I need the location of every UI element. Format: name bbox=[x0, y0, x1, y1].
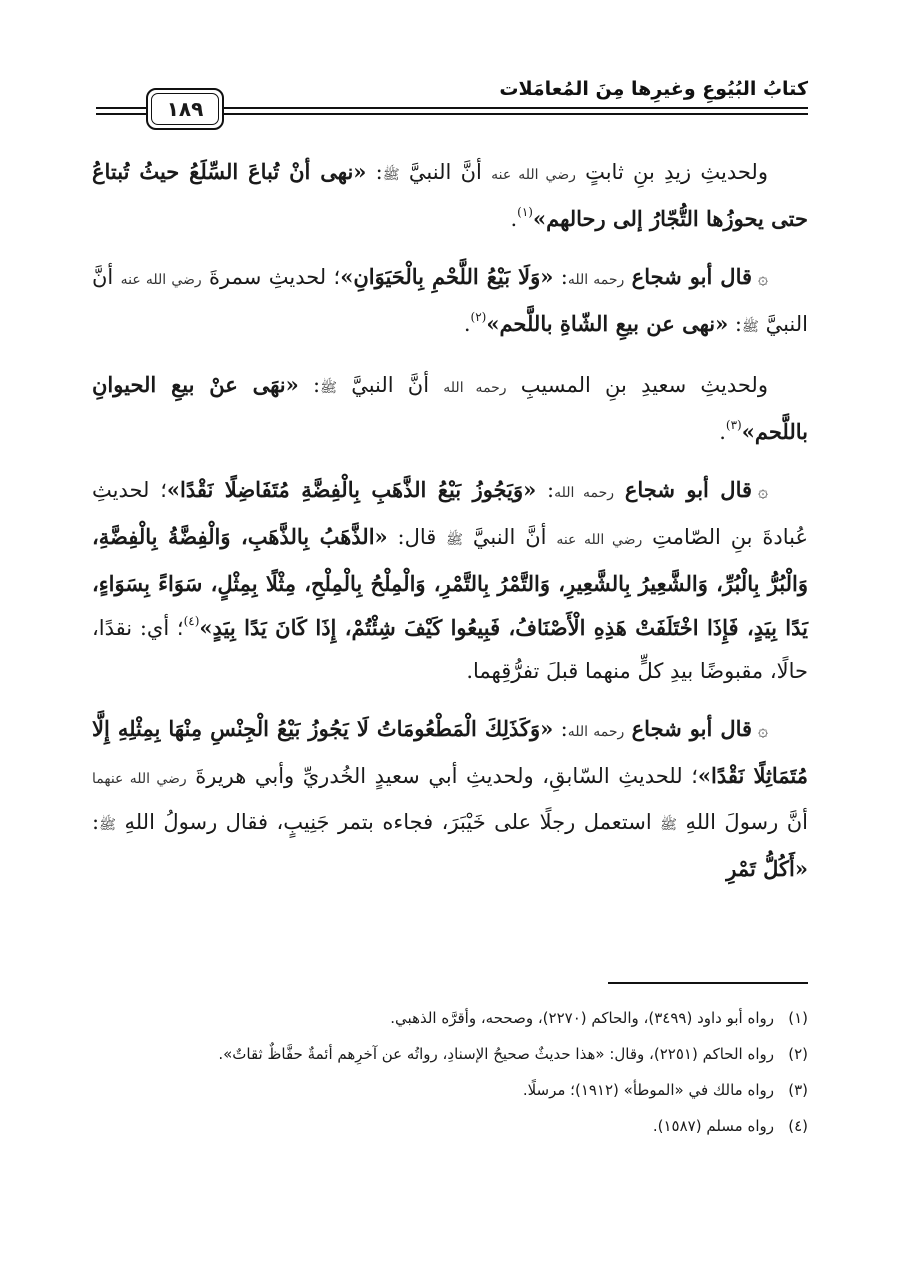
author-lead: قال أبو شجاع bbox=[631, 264, 753, 289]
text: ؛ لحديثِ عُبادةَ بنِ الصّامتِ bbox=[92, 478, 809, 549]
honorific: ﷺ bbox=[446, 532, 464, 548]
honorific: ﷺ bbox=[99, 817, 116, 833]
text: أنَّ النبيَّ bbox=[399, 160, 492, 184]
paragraph-3 bbox=[92, 363, 808, 454]
honorific: رحمه الله bbox=[567, 724, 625, 740]
hadith-quote: «نهى أنْ تُباعَ السِّلَعُ حيثُ تُبتاعُ حتى يحوزُها التُّجّارُ إلى رحالهم» bbox=[92, 159, 808, 231]
text: : bbox=[536, 478, 555, 502]
hadith-quote: «نهى عن بيعِ الشّاةِ باللَّحم» bbox=[486, 311, 729, 336]
footnote-3 bbox=[92, 1077, 808, 1103]
section-marker-icon: ۞ bbox=[758, 269, 768, 289]
text: أنَّ النبيَّ bbox=[336, 373, 444, 397]
text: . bbox=[510, 207, 518, 231]
hadith-quote: «الذَّهَبُ بِالذَّهَبِ، وَالْفِضَّةُ بِالْفِضَّةِ، وَالْبُرُّ بِالْبُرِّ، وَالشَّعِيرُ بِالشَّعِيرِ، وَالتَّمْرُ بِالتَّمْرِ، وَالْمِلْحُ بِالْمِلْحِ، مِثْلًا بِمِثْلٍ، سَوَاءً بِسَوَاءٍ، يَدًا بِيَدٍ، فَإِذَا اخْتَلَفَتْ هَذِهِ الْأَصْنَافُ، فَبِيعُوا كَيْفَ شِئْتُمْ، إِذَا كَانَ يَدًا بِيَدٍ» bbox=[92, 524, 808, 640]
matn-quote: «وَكَذَلِكَ الْمَطْعُومَاتُ لَا يَجُوزُ بَيْعُ الْجِنْسِ مِنْهَا بِمِثْلِهِ إِلَّا مُتَمَاثِلًا نَقْدًا» bbox=[92, 716, 809, 788]
text: أنَّ النبيَّ bbox=[92, 265, 808, 336]
footnotes bbox=[92, 1005, 808, 1149]
honorific: رضي الله عنه bbox=[120, 272, 202, 288]
text: ؛ أي: نقدًا، حالًا، مقبوضًا بيدِ كلٍّ منهما قبلَ تفرُّقِهما. bbox=[92, 616, 808, 683]
matn-quote: «وَلَا بَيْعُ اللَّحْمِ بِالْحَيَوَانِ» bbox=[340, 264, 554, 289]
text: ؛ للحديثِ السّابقِ، ولحديثِ أبي سعيدٍ الخُدريِّ وأبي هريرةَ bbox=[186, 764, 698, 788]
paragraph-5 bbox=[92, 707, 808, 891]
page-number: ١٨٩ bbox=[151, 93, 219, 125]
footnote-separator bbox=[608, 982, 808, 984]
footnote-text: رواه الحاكم (٢٢٥١)، وقال: «هذا حديثٌ صحيحُ الإسنادِ، رواتُه عن آخرِهم أئمةٌ حفَّاظٌ ثقاتٌ». bbox=[218, 1045, 774, 1063]
page-number-frame bbox=[146, 88, 224, 130]
footnote-ref[interactable]: (٣) bbox=[725, 418, 742, 432]
footnote-number: (٤) bbox=[788, 1117, 808, 1135]
author-lead: قال أبو شجاع bbox=[624, 477, 753, 502]
honorific: رحمه الله bbox=[554, 485, 615, 501]
honorific: رضي الله عنه bbox=[491, 167, 576, 183]
text: أنَّ النبيَّ bbox=[463, 525, 557, 549]
text: استعمل رجلًا على خَيْبَرَ، فجاءه بتمر جَنِيبٍ، فقال رسولُ اللهِ bbox=[116, 810, 661, 834]
text: : bbox=[728, 312, 742, 336]
text: قال: bbox=[387, 525, 447, 549]
footnote-number: (١) bbox=[788, 1009, 808, 1027]
text: ولحديثِ زيدِ بنِ ثابتٍ bbox=[575, 160, 768, 184]
footnote-text: رواه مسلم (١٥٨٧). bbox=[652, 1117, 774, 1135]
text: : bbox=[553, 717, 568, 741]
text: : bbox=[366, 160, 383, 184]
text: . bbox=[463, 312, 471, 336]
text: . bbox=[719, 420, 726, 444]
honorific: رحمه الله bbox=[443, 380, 507, 396]
footnote-4 bbox=[92, 1113, 808, 1139]
section-marker-icon: ۞ bbox=[758, 721, 768, 741]
footnote-1 bbox=[92, 1005, 808, 1031]
text: : bbox=[553, 265, 568, 289]
paragraph-2 bbox=[92, 255, 808, 349]
paragraph-1 bbox=[92, 150, 808, 241]
paragraph-4 bbox=[92, 468, 808, 693]
footnote-ref[interactable]: (٢) bbox=[470, 310, 487, 324]
text: : bbox=[298, 373, 321, 397]
footnote-number: (٣) bbox=[788, 1081, 808, 1099]
footnote-2 bbox=[92, 1041, 808, 1067]
hadith-quote: «نهَى عنْ بيعِ الحيوانِ باللَّحم» bbox=[92, 372, 808, 444]
honorific: ﷺ bbox=[741, 319, 759, 335]
honorific: رحمه الله bbox=[567, 272, 625, 288]
hadith-quote: «أَكُلُّ تَمْرِ bbox=[726, 856, 808, 881]
text: ولحديثِ سعيدِ بنِ المسيبِ bbox=[506, 373, 768, 397]
text: أنَّ رسولَ اللهِ bbox=[677, 810, 808, 834]
footnote-text: رواه مالك في «الموطأ» (١٩١٢)؛ مرسلًا. bbox=[522, 1081, 774, 1099]
honorific: ﷺ bbox=[320, 380, 337, 396]
honorific: ﷺ bbox=[660, 817, 678, 833]
honorific: ﷺ bbox=[382, 167, 400, 183]
honorific: رضي الله عنه bbox=[556, 532, 643, 548]
footnote-ref[interactable]: (١) bbox=[517, 205, 533, 219]
footnote-number: (٢) bbox=[788, 1045, 808, 1063]
matn-quote: «وَيَجُوزُ بَيْعُ الذَّهَبِ بِالْفِضَّةِ مُتَفَاضِلًا نَقْدًا» bbox=[166, 477, 537, 502]
footnote-text: رواه أبو داود (٣٤٩٩)، والحاكم (٢٢٧٠)، وصححه، وأقرَّه الذهبي. bbox=[390, 1009, 774, 1027]
honorific: رضي الله عنهما bbox=[92, 771, 187, 787]
text: ؛ لحديثِ سمرةَ bbox=[201, 265, 341, 289]
main-text bbox=[92, 150, 808, 897]
footnote-ref[interactable]: (٤) bbox=[183, 614, 200, 628]
author-lead: قال أبو شجاع bbox=[631, 716, 753, 741]
section-marker-icon: ۞ bbox=[758, 482, 768, 502]
text: : bbox=[92, 810, 100, 834]
running-title: كتابُ البُيُوعِ وغيرِها مِنَ المُعامَلات bbox=[499, 78, 808, 100]
